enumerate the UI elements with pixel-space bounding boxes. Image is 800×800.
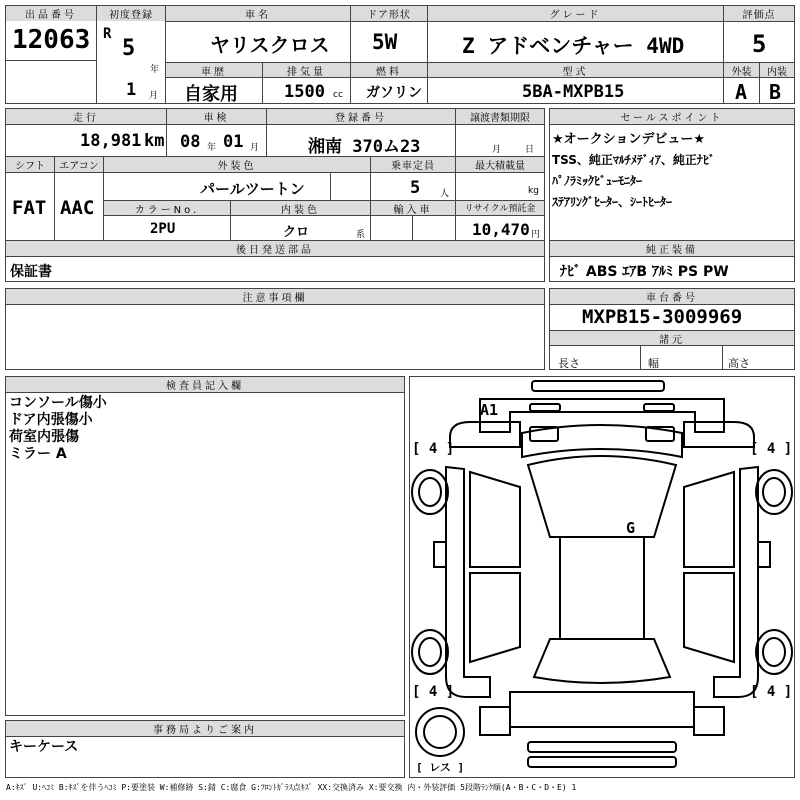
first-reg-label: 初度登録	[97, 6, 165, 21]
interior-color: クロ	[283, 225, 310, 240]
interior-label: 内装	[760, 63, 794, 77]
chassis-no: MXPB15-3009969	[582, 306, 743, 328]
car-name-label: 車名	[166, 6, 350, 21]
shift-label: シフト	[6, 157, 54, 172]
first-reg-year: 5	[122, 36, 136, 61]
door: 5W	[372, 30, 398, 54]
damage-mark-a1: A1	[480, 401, 499, 419]
tire-front-left: [ 4 ]	[412, 441, 455, 457]
first-reg-month: 1	[126, 80, 137, 100]
recycle-label: リサイクル預託金	[456, 201, 544, 215]
car-name: ヤリスクロス	[210, 33, 330, 57]
spec-length: 長さ	[558, 357, 580, 370]
import-label: 輸入車	[371, 201, 455, 215]
inspector-notes	[9, 395, 107, 463]
notes-label: 注意事項欄	[6, 289, 544, 304]
interior: B	[769, 80, 782, 104]
sales-lines	[552, 129, 715, 213]
sales-label: セールスポイント	[550, 109, 794, 124]
color-no: 2PU	[150, 221, 176, 237]
max-load-unit: kg	[528, 186, 539, 196]
recycle-unit: 円	[531, 230, 541, 240]
model-label: 型式	[428, 63, 723, 77]
car-diagram-svg	[410, 377, 794, 777]
ac-label: エアコン	[55, 157, 103, 172]
tire-front-right: [ 4 ]	[750, 441, 793, 457]
mileage-unit: km	[144, 131, 165, 151]
inspector-line: 荷室内張傷	[9, 429, 79, 445]
recycle: 10,470	[472, 220, 530, 239]
fuel-label: 燃料	[351, 63, 427, 77]
interior-color-suffix: 系	[356, 230, 366, 240]
sales-line: TSS、純正ﾏﾙﾁﾒﾃﾞｨｱ、純正ﾅﾋﾞ	[552, 153, 715, 167]
exterior-label: 外装	[724, 63, 759, 77]
later-parts-label: 後日発送部品	[6, 241, 544, 256]
shift: FAT	[12, 197, 47, 219]
tire-rear-left: [ 4 ]	[412, 684, 455, 700]
grade-label: グレード	[428, 6, 723, 21]
office-label: 事務局よりご案内	[6, 721, 404, 736]
legend: A:ｷｽﾞ U:ﾍｺﾐ B:ｷｽﾞを伴うﾍｺﾐ P:要塗装 W:補修跡 S:錆 C:腐食 G:ﾌﾛﾝﾄｶﾞﾗｽ点ｷｽﾞ XX:交換済み X:要交換 内・外装評価 5段階ﾗﾝｸ順(A・B・C・D・E) 1	[6, 783, 577, 792]
exterior: A	[735, 80, 748, 104]
transfer-label: 譲渡書類期限	[456, 109, 544, 124]
equip-label: 純正装備	[550, 241, 794, 256]
car-diagram	[409, 376, 795, 778]
transfer-month-unit: 月	[492, 145, 502, 155]
fuel: ガソリン	[366, 85, 422, 101]
lot-no: 12063	[12, 25, 91, 55]
tire-rear-right: [ 4 ]	[750, 684, 793, 700]
history: 自家用	[184, 84, 238, 105]
inspector-line: ドア内張傷小	[9, 412, 93, 428]
mileage-label: 走行	[6, 109, 166, 124]
capacity: 5	[410, 178, 421, 198]
capacity-unit: 人	[440, 189, 450, 199]
mileage: 18,981	[80, 131, 142, 151]
history-label: 車歴	[166, 63, 262, 77]
later-parts: 保証書	[10, 264, 52, 280]
spare-tire: [ レス ]	[416, 761, 465, 774]
sales-line: ★オークションデビュー★	[552, 132, 706, 147]
insp-year-unit: 年	[207, 143, 217, 153]
color-no-label: カラーNo.	[104, 201, 230, 215]
displacement-label: 排気量	[263, 63, 350, 77]
model: 5BA-MXPB15	[522, 82, 625, 102]
sales-line: ﾊﾟﾉﾗﾐｯｸﾋﾞｭｰﾓﾆﾀｰ	[552, 174, 643, 188]
color: パールツートン	[200, 180, 305, 198]
capacity-label: 乗車定員	[371, 157, 455, 172]
damage-mark-g: G	[626, 519, 636, 537]
year-unit: 年	[150, 65, 160, 75]
interior-color-label: 内装色	[231, 201, 370, 215]
equip: ﾅﾋﾞ ABS ｴｱB ｱﾙﾐ PS PW	[560, 264, 729, 280]
insp-month-unit: 月	[250, 143, 260, 153]
month-unit: 月	[149, 91, 159, 101]
insp-month: 01	[223, 132, 244, 152]
reg-no-label: 登録番号	[267, 109, 455, 124]
spec-label: 諸元	[550, 331, 794, 345]
inspector-line: コンソール傷小	[9, 395, 107, 411]
color-label: 外装色	[104, 157, 370, 172]
chassis-label: 車台番号	[550, 289, 794, 304]
inspector-line: ミラー A	[9, 446, 67, 462]
grade: Z アドベンチャー 4WD	[462, 34, 685, 58]
door-label: ドア形状	[351, 6, 427, 21]
score-label: 評価点	[724, 6, 794, 21]
ac: AAC	[60, 197, 95, 219]
score: 5	[752, 30, 767, 58]
max-load-label: 最大積載量	[456, 157, 544, 172]
transfer-day-unit: 日	[525, 145, 535, 155]
office-text: キーケース	[9, 739, 79, 755]
spec-width: 幅	[648, 357, 659, 370]
lot-no-label: 出品番号	[6, 6, 96, 21]
era: R	[103, 26, 112, 42]
displacement-unit: cc	[333, 90, 343, 100]
inspector-label: 検査員記入欄	[6, 377, 404, 392]
spec-height: 高さ	[728, 357, 750, 370]
inspection-label: 車検	[167, 109, 266, 124]
displacement: 1500	[284, 82, 325, 102]
sales-line: ｽﾃｱﾘﾝｸﾞﾋｰﾀｰ、ｼｰﾄﾋｰﾀｰ	[552, 195, 673, 209]
reg-no: 湘南 370ム23	[308, 137, 421, 157]
insp-year: 08	[180, 132, 201, 152]
